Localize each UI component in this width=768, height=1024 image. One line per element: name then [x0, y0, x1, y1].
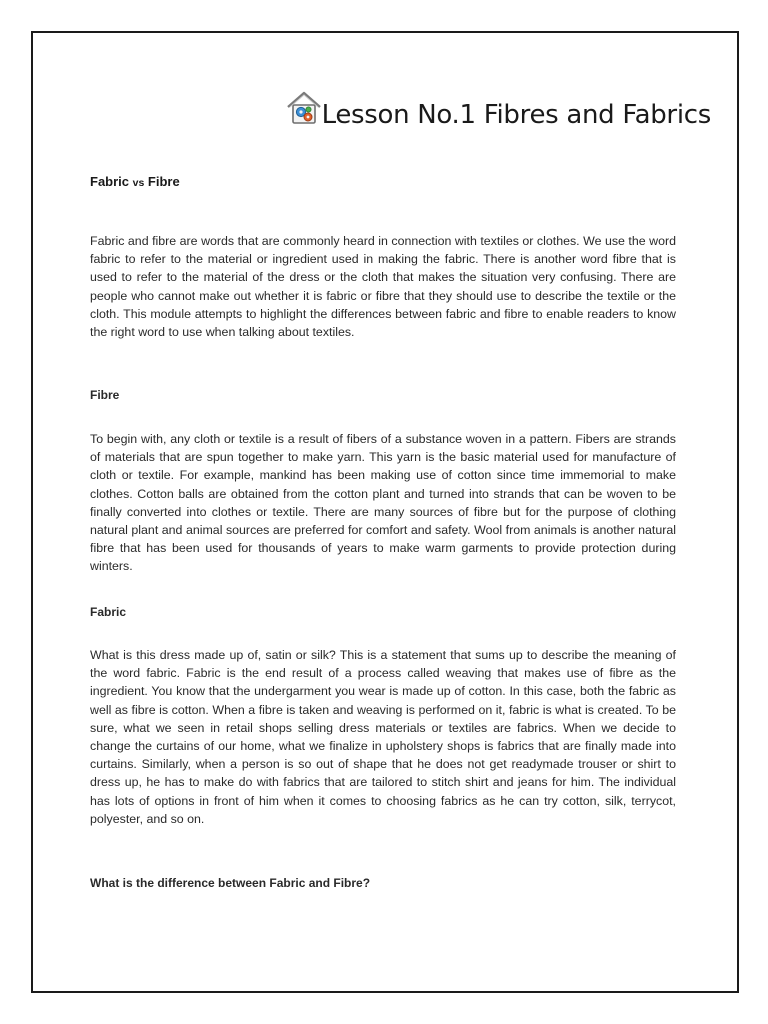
intro-paragraph: Fabric and fibre are words that are commonly heard in connection with textiles or clothes. We use the word fabric to refer to the material or ingredient used in making the fabric. There is another word fibre that is used to refer to the material of the dress or the cloth that makes the situation very confusing. There are people who cannot make out whether it is fabric or fibre that they should use to describe the textile or the cloth. This module attempts to highlight the differences between fabric and fibre to enable readers to know the right word to use when talking about textiles.: [90, 234, 676, 340]
fibre-heading: Fibre: [90, 388, 120, 402]
fabric-paragraph: What is this dress made up of, satin or silk? This is a statement that sums up to describe the meaning of the word fabric. Fabric is the end result of a process called weaving that makes use of fibre as the ingredient. You know that the undergarment you wear is made up of cotton. In this case, both the fabric as well as fibre is cotton. When a fibre is taken and weaving is performed on it, fabric is what is created. To be sure, what we seen in retail shops selling dress materials or textiles are fabrics. When we decide to change the curtains of our home, what we finalize in upholstery shops is fabrics that are finally made into curtains. Similarly, when a person is so out of shape that he does not get readymade trouser or shirt to dress up, he has to make do with fabrics that are tailored to stitch shirt and jeans for him. The individual has lots of options in front of him when it comes to choosing fabrics as he can try cotton, silk, terrycot, polyester, and so on.: [90, 648, 676, 826]
heading-part-fibre: Fibre: [144, 174, 180, 189]
house-gears-icon: [286, 90, 322, 126]
fibre-heading-block: [90, 388, 676, 402]
difference-heading: What is the difference between Fabric and Fibre?: [90, 876, 371, 890]
difference-heading-block: [90, 876, 676, 890]
section-heading-fabric-vs-fibre: [90, 174, 180, 189]
fibre-paragraph: To begin with, any cloth or textile is a result of fibers of a substance woven in a pattern. Fibers are strands of materials that are spun together to make yarn. This yarn is the basic material used for manufacture of cloth or textile. For example, mankind has been making use of cotton since time immemorial to make clothes. Cotton balls are obtained from the cotton plant and turned into strands that can be woven to be finally converted into clothes or textile. There are many sources of fibre but for the purpose of clothing natural plant and animal sources are preferred for comfort and safety. Wool from animals is another natural fibre that has been used for thousands of years to make warm garments to provide protection during winters.: [90, 432, 676, 574]
fabric-heading: Fabric: [90, 605, 127, 619]
intro-block: [90, 232, 676, 341]
fabric-heading-block: [90, 605, 676, 619]
lesson-title: Lesson No.1 Fibres and Fabrics: [321, 100, 711, 130]
fibre-block: [90, 430, 676, 576]
title-row: [286, 94, 711, 130]
heading-part-fabric: Fabric: [90, 174, 133, 189]
heading-part-vs: vs: [132, 177, 145, 189]
fabric-block: [90, 646, 676, 828]
